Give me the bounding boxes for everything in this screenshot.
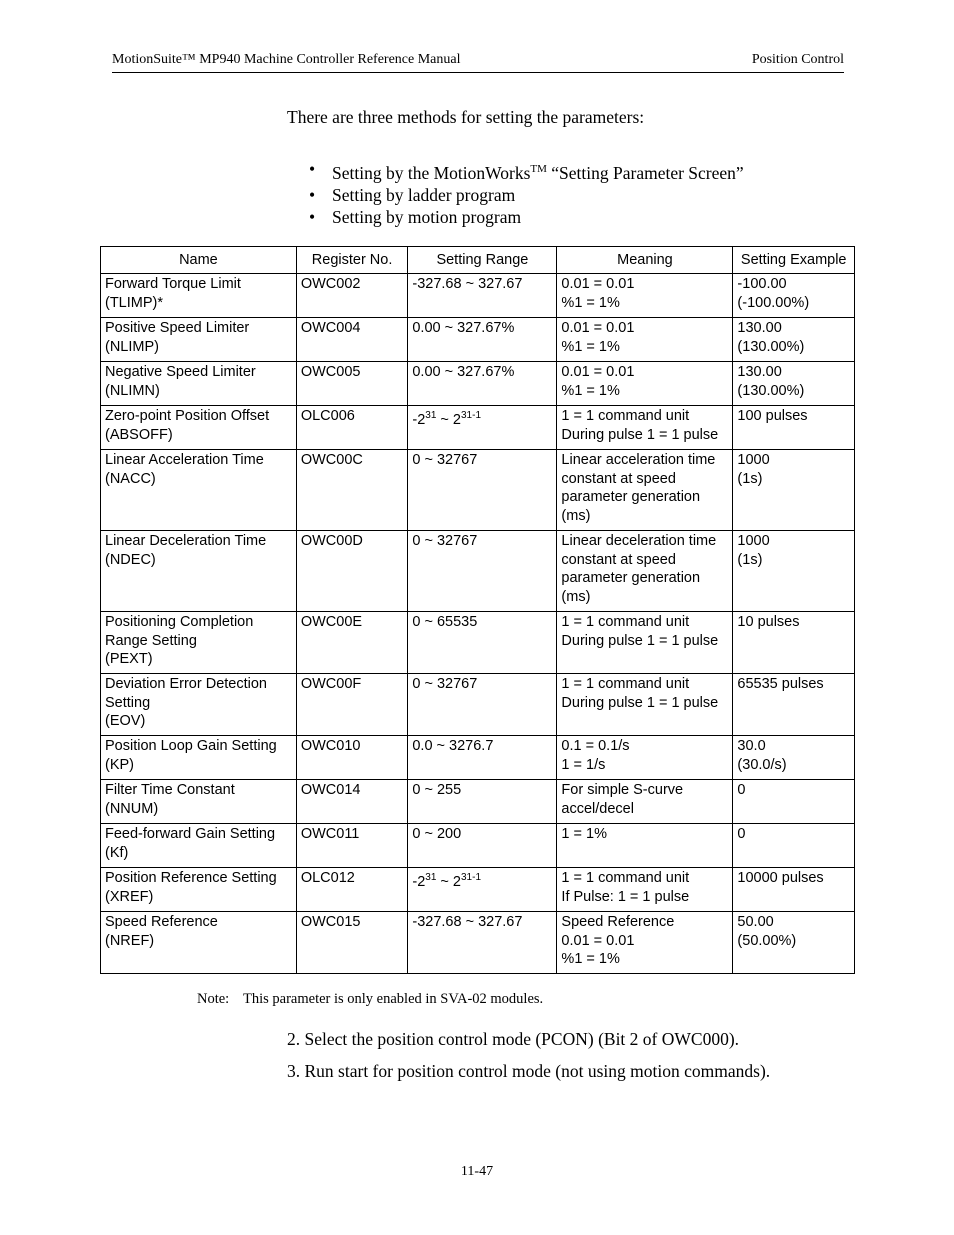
- cell-meaning: 1 = 1 command unit During pulse 1 = 1 pulse: [557, 406, 733, 450]
- cell-meaning: 0.01 = 0.01 %1 = 1%: [557, 274, 733, 318]
- parameter-table: [100, 246, 855, 974]
- cell-meaning: 0.01 = 0.01 %1 = 1%: [557, 362, 733, 406]
- cell-meaning: 1 = 1 command unit During pulse 1 = 1 pulse: [557, 612, 733, 674]
- cell-register: OWC014: [296, 780, 408, 824]
- cell-example: 130.00 (130.00%): [733, 318, 855, 362]
- cell-meaning: 0.1 = 0.1/s 1 = 1/s: [557, 736, 733, 780]
- cell-example: 1000 (1s): [733, 450, 855, 531]
- cell-range: 0 ~ 255: [408, 780, 557, 824]
- table-body: [101, 274, 855, 974]
- cell-example: 1000 (1s): [733, 531, 855, 612]
- table-row: [101, 406, 855, 450]
- cell-example: 50.00 (50.00%): [733, 912, 855, 974]
- cell-register: OWC002: [296, 274, 408, 318]
- cell-register: OWC00F: [296, 674, 408, 736]
- cell-register: OWC00C: [296, 450, 408, 531]
- cell-name: Position Reference Setting (XREF): [101, 868, 297, 912]
- cell-example: 30.0 (30.0/s): [733, 736, 855, 780]
- cell-register: OWC00E: [296, 612, 408, 674]
- cell-meaning: For simple S-curve accel/decel: [557, 780, 733, 824]
- cell-example: 100 pulses: [733, 406, 855, 450]
- table-row: [101, 274, 855, 318]
- cell-range: 0 ~ 65535: [408, 612, 557, 674]
- list-item: 3. Run start for position control mode (not using motion commands).: [287, 1061, 771, 1081]
- table-row: [101, 780, 855, 824]
- cell-register: OWC010: [296, 736, 408, 780]
- cell-name: Positioning Completion Range Setting (PEXT): [101, 612, 297, 674]
- cell-register: OWC011: [296, 824, 408, 868]
- table-row: [101, 736, 855, 780]
- cell-meaning: Linear deceleration time constant at speed parameter generation (ms): [557, 531, 733, 612]
- table-row: [101, 612, 855, 674]
- cell-name: Forward Torque Limit (TLIMP)*: [101, 274, 297, 318]
- cell-meaning: Speed Reference 0.01 = 0.01 %1 = 1%: [557, 912, 733, 974]
- cell-range: 0 ~ 32767: [408, 450, 557, 531]
- column-header-register: Register No.: [296, 247, 408, 274]
- cell-name: Position Loop Gain Setting (KP): [101, 736, 297, 780]
- cell-example: 10000 pulses: [733, 868, 855, 912]
- cell-meaning: 1 = 1%: [557, 824, 733, 868]
- table-row: [101, 531, 855, 612]
- cell-name: Zero-point Position Offset (ABSOFF): [101, 406, 297, 450]
- cell-name: Deviation Error Detection Setting (EOV): [101, 674, 297, 736]
- cell-example: 130.00 (130.00%): [733, 362, 855, 406]
- table-row: [101, 362, 855, 406]
- list-item: 2. Select the position control mode (PCON) (Bit 2 of OWC000).: [287, 1029, 740, 1049]
- cell-name: Filter Time Constant (NNUM): [101, 780, 297, 824]
- cell-range: -327.68 ~ 327.67: [408, 274, 557, 318]
- cell-example: 65535 pulses: [733, 674, 855, 736]
- cell-name: Speed Reference (NREF): [101, 912, 297, 974]
- table-row: [101, 868, 855, 912]
- cell-register: OWC015: [296, 912, 408, 974]
- cell-example: 0: [733, 780, 855, 824]
- header-section-title: Position Control: [751, 52, 844, 67]
- cell-example: 10 pulses: [733, 612, 855, 674]
- table-row: [101, 318, 855, 362]
- cell-meaning: Linear acceleration time constant at speed parameter generation (ms): [557, 450, 733, 531]
- cell-range: 0 ~ 32767: [408, 531, 557, 612]
- steps-list: [287, 1029, 770, 1093]
- column-header-meaning: Meaning: [557, 247, 733, 274]
- cell-range: $-2^{31}$ ~ 2$^{31-1}$: [408, 868, 557, 912]
- note-label: Note:: [197, 991, 230, 1007]
- cell-range: $-2^{31}$ ~ 2$^{31-1}$: [408, 406, 557, 450]
- cell-register: OWC00D: [296, 531, 408, 612]
- table-row: [101, 674, 855, 736]
- note-text: This parameter is only enabled in SVA-02 modules.: [243, 991, 544, 1007]
- cell-meaning: 1 = 1 command unit During pulse 1 = 1 pulse: [557, 674, 733, 736]
- cell-range: 0.0 ~ 3276.7: [408, 736, 557, 780]
- methods-list: [309, 158, 744, 228]
- cell-meaning: 0.01 = 0.01 %1 = 1%: [557, 318, 733, 362]
- cell-name: Linear Acceleration Time (NACC): [101, 450, 297, 531]
- list-item: • Setting by ladder program: [309, 184, 744, 206]
- table-row: [101, 450, 855, 531]
- table-row: [101, 912, 855, 974]
- cell-name: Linear Deceleration Time (NDEC): [101, 531, 297, 612]
- list-item: • Setting by motion program: [309, 206, 744, 228]
- table-row: [101, 824, 855, 868]
- intro-text: There are three methods for setting the parameters:: [287, 107, 645, 127]
- cell-register: OLC012: [296, 868, 408, 912]
- cell-example: 0: [733, 824, 855, 868]
- footnote: [197, 991, 543, 1008]
- cell-example: -100.00 (-100.00%): [733, 274, 855, 318]
- cell-register: OLC006: [296, 406, 408, 450]
- list-item: • Setting by the MotionWorks™ “Setting Parameter Screen”: [309, 158, 744, 184]
- cell-range: -327.68 ~ 327.67: [408, 912, 557, 974]
- cell-range: 0 ~ 200: [408, 824, 557, 868]
- page-number: 11-47: [460, 1164, 494, 1179]
- column-header-example: Setting Example: [733, 247, 855, 274]
- cell-range: 0.00 ~ 327.67%: [408, 362, 557, 406]
- cell-range: 0 ~ 32767: [408, 674, 557, 736]
- cell-meaning: 1 = 1 command unit If Pulse: 1 = 1 pulse: [557, 868, 733, 912]
- header-manual-title: MotionSuite™ MP940 Machine Controller Reference Manual: [112, 52, 461, 67]
- cell-name: Positive Speed Limiter (NLIMP): [101, 318, 297, 362]
- column-header-name: Name: [101, 247, 297, 274]
- cell-register: OWC004: [296, 318, 408, 362]
- table-header-row: [101, 247, 855, 274]
- column-header-range: Setting Range: [408, 247, 557, 274]
- cell-name: Negative Speed Limiter (NLIMN): [101, 362, 297, 406]
- cell-range: 0.00 ~ 327.67%: [408, 318, 557, 362]
- page-header: [112, 52, 844, 73]
- cell-name: Feed-forward Gain Setting (Kf): [101, 824, 297, 868]
- cell-register: OWC005: [296, 362, 408, 406]
